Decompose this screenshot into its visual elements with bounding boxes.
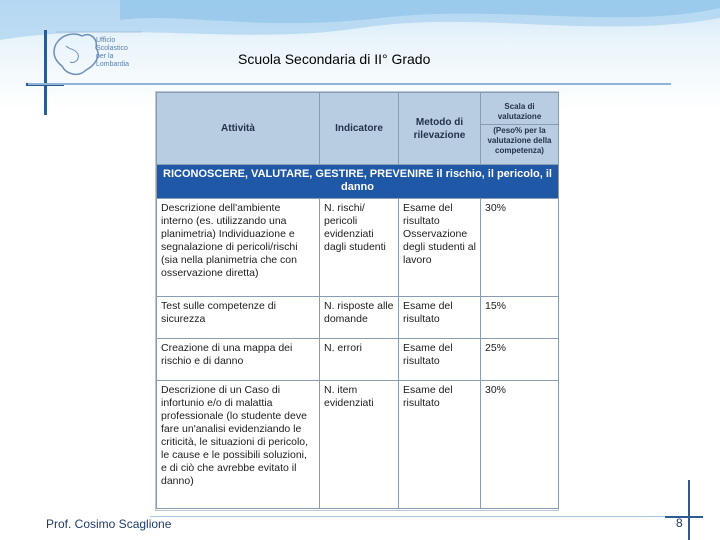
cell-weight: 25% bbox=[481, 339, 559, 381]
header-indicator: Indicatore bbox=[320, 93, 399, 165]
slide-title: Scuola Secondaria di II° Grado bbox=[238, 51, 431, 67]
cell-activity: Creazione di una mappa dei rischio e di danno bbox=[157, 339, 320, 381]
header-method: Metodo di rilevazione bbox=[399, 93, 481, 165]
table-row bbox=[157, 297, 559, 339]
header-scale-bottom: (Peso% per la valutazione della competenza) bbox=[487, 125, 552, 155]
section-title: RICONOSCERE, VALUTARE, GESTIRE, PREVENIRE il rischio, il pericolo, il danno bbox=[157, 165, 559, 199]
logo-line: Ufficio bbox=[96, 37, 116, 44]
decorative-horizontal-line bbox=[665, 516, 703, 518]
logo-line: Scolastico bbox=[96, 45, 128, 52]
footer-divider bbox=[150, 516, 665, 517]
header-scale bbox=[481, 93, 559, 165]
cell-method: Esame del risultato bbox=[399, 381, 481, 509]
assessment-table-image bbox=[156, 92, 558, 510]
cell-weight: 15% bbox=[481, 297, 559, 339]
cell-method: Esame del risultato Osservazione degli studenti al lavoro bbox=[399, 199, 481, 297]
cell-activity: Test sulle competenze di sicurezza bbox=[157, 297, 320, 339]
decorative-vertical-line bbox=[688, 480, 690, 540]
assessment-table bbox=[156, 92, 559, 509]
footer-author: Prof. Cosimo Scaglione bbox=[46, 517, 172, 531]
cell-activity: Descrizione dell'ambiente interno (es. utilizzando una planimetria) Individuazione e segnalazione di pericoli/rischi (sia nella planimetria che con osservazione diretta) bbox=[157, 199, 320, 297]
header-scale-top: Scala di valutazione bbox=[497, 101, 542, 121]
decorative-vertical-line bbox=[44, 30, 47, 115]
cell-activity: Descrizione di un Caso di infortunio e/o di malattia professionale (lo studente deve fare un'analisi evidenziando le criticità, le situazioni di pericolo, le cause e le possibili soluzioni, e di ciò che avrebbe evitato il danno) bbox=[157, 381, 320, 509]
table-row bbox=[157, 339, 559, 381]
cell-indicator: N. item evidenziati bbox=[320, 381, 399, 509]
cell-indicator: N. rischi/ pericoli evidenziati dagli studenti bbox=[320, 199, 399, 297]
table-row bbox=[157, 199, 559, 297]
cell-weight: 30% bbox=[481, 199, 559, 297]
logo-line: per la bbox=[96, 53, 114, 60]
cell-weight: 30% bbox=[481, 381, 559, 509]
cell-indicator: N. risposte alle domande bbox=[320, 297, 399, 339]
header-activity: Attività bbox=[157, 93, 320, 165]
logo-line: Lombardia bbox=[96, 61, 130, 68]
table-row bbox=[157, 381, 559, 509]
header-divider bbox=[28, 83, 671, 85]
section-row bbox=[157, 165, 559, 199]
cell-method: Esame del risultato bbox=[399, 339, 481, 381]
cell-indicator: N. errori bbox=[320, 339, 399, 381]
logo-text bbox=[96, 37, 151, 69]
table-header-row bbox=[157, 93, 559, 165]
page-number: 8 bbox=[676, 516, 683, 530]
cell-method: Esame del risultato bbox=[399, 297, 481, 339]
